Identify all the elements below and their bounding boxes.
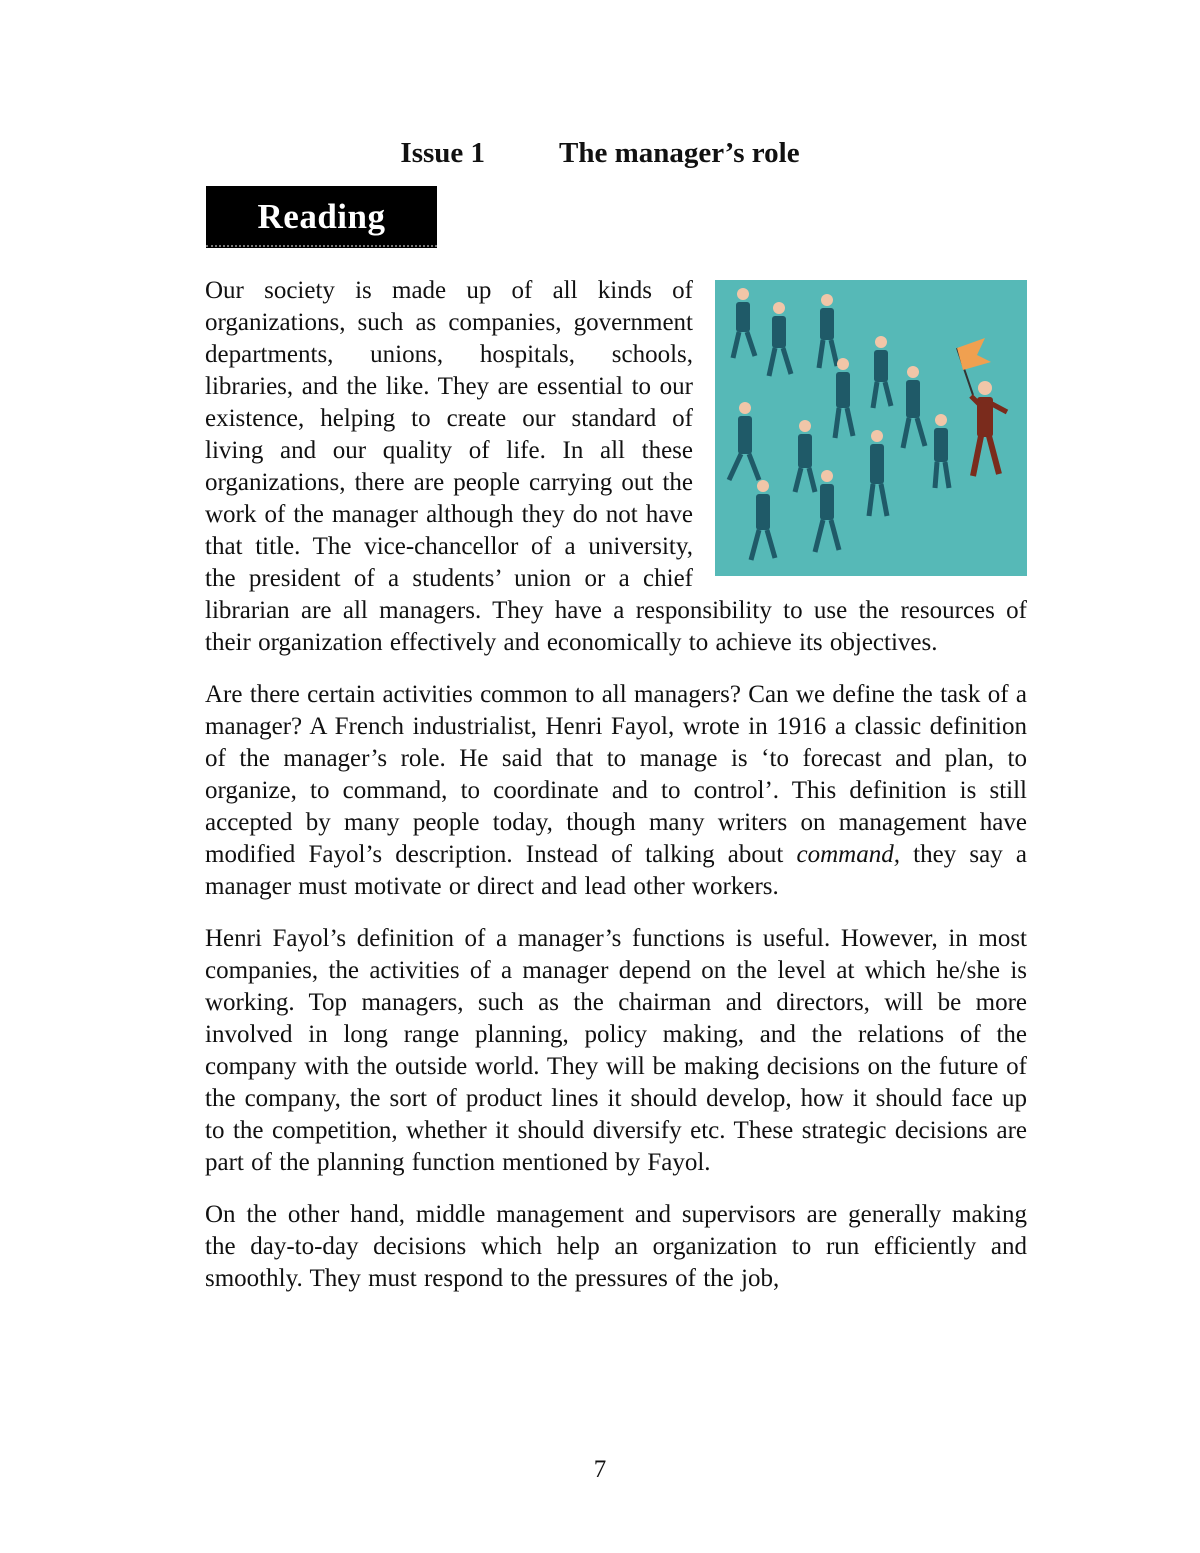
page-number: 7 (593, 1456, 607, 1483)
page-title (0, 134, 1200, 172)
italic-term: command, (796, 841, 900, 868)
reading-text (205, 275, 1027, 1315)
reading-banner: Reading (206, 186, 437, 248)
team-following-leader-illustration (715, 280, 1027, 576)
chapter-title: The manager’s role (559, 137, 800, 169)
paragraph: On the other hand, middle management and supervisors are generally making the day-to-day decisions which help an organization to run efficiently and smoothly. They must respond to the pressures of the job, (205, 1201, 1027, 1292)
paragraph: Our society is made up of all kinds of organizations, such as companies, government departments, unions, hospitals, schools, libraries, and the like. They are essential to our existence, helping to create our standard of living and our quality of life. In all these organizations, there are people carrying out the work of the manager although they do not have that title. The vice-chancellor of a university, the president of a students’ union or a chief librarian are all managers. They have a responsibility to use the resources of their organization effectively and economically to achieve its objectives. (205, 277, 1027, 656)
banner-underline (206, 245, 437, 247)
paragraph: Henri Fayol’s definition of a manager’s functions is useful. However, in most companies, the activities of a manager depend on the level at which he/she is working. Top managers, such as the chairman and directors, will be more involved in long range planning, policy making, and the relations of the company with the outside world. They will be making decisions on the future of the company, the sort of product lines it should develop, how it should face up to the competition, whether it should diversify etc. These strategic decisions are part of the planning function mentioned by Fayol. (205, 925, 1027, 1176)
issue-label: Issue 1 (400, 137, 486, 169)
paragraph: Are there certain activities common to all managers? Can we define the task of a manager? A French industrialist, Henri Fayol, wrote in 1916 a classic definition of the manager’s role. He said that to manage is ‘to forecast and plan, to organize, to command, to coordinate and to control’. This definition is still accepted by many people today, though many writers on management have modified Fayol’s description. Instead of talking about command, they say a manager must motivate or direct and lead other workers. (205, 681, 1027, 900)
